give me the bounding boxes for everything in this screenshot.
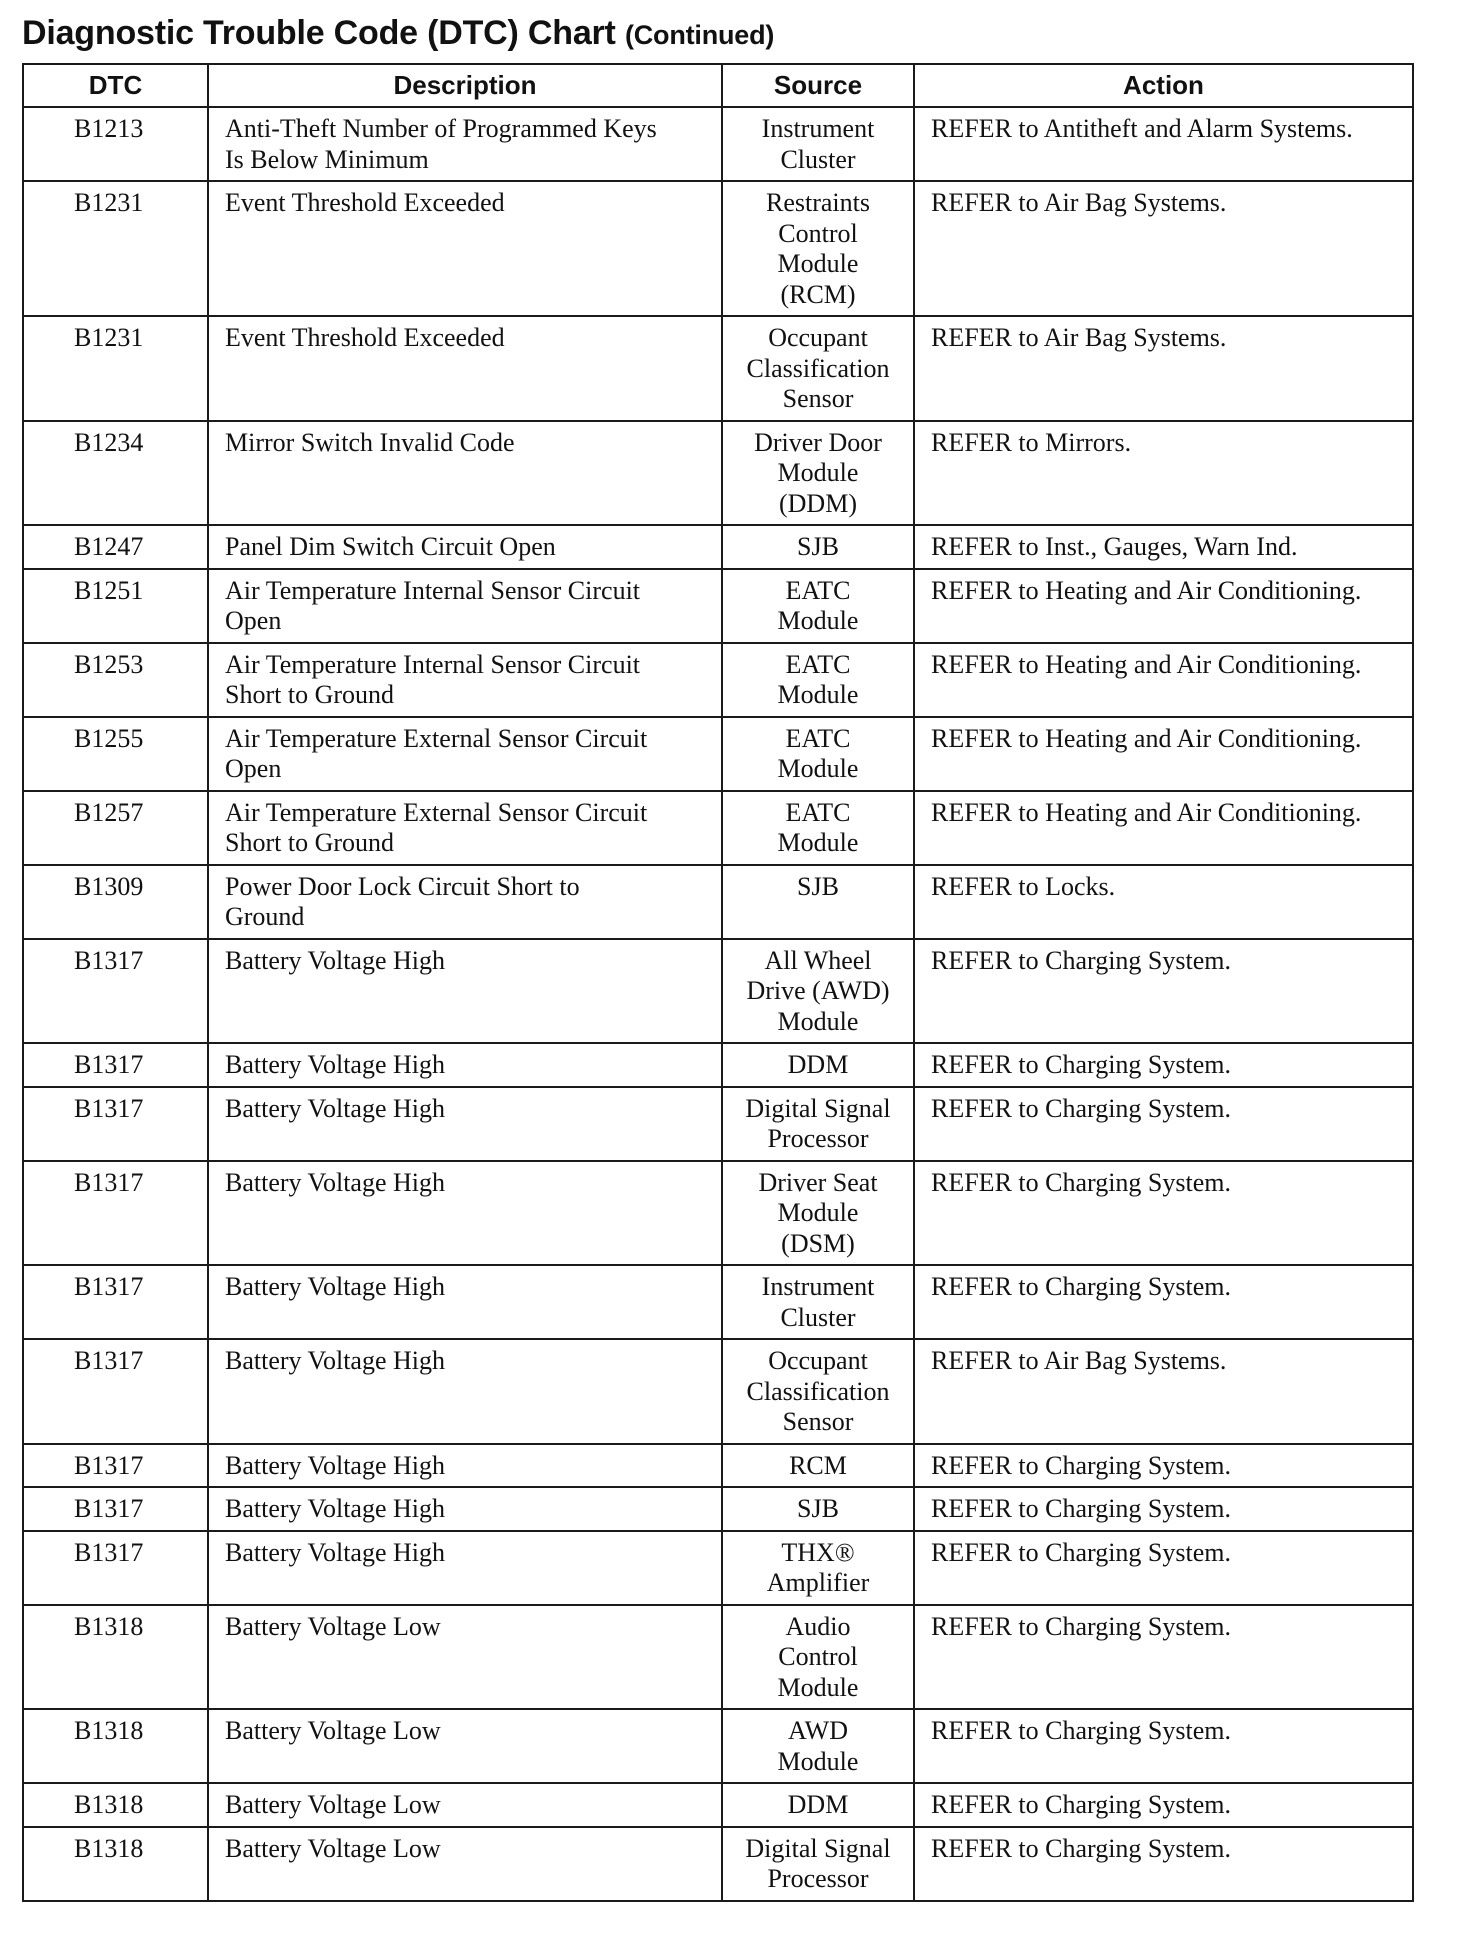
action-cell: REFER to Heating and Air Conditioning. [914, 569, 1413, 643]
description-cell: Panel Dim Switch Circuit Open [208, 525, 722, 569]
description-cell: Battery Voltage Low [208, 1827, 722, 1901]
action-cell: REFER to Charging System. [914, 1605, 1413, 1710]
table-row [23, 525, 1413, 569]
dtc-table [22, 63, 1414, 1902]
source-cell: Driver Door Module (DDM) [722, 421, 914, 526]
source-cell: Driver Seat Module (DSM) [722, 1161, 914, 1266]
source-cell: SJB [722, 525, 914, 569]
table-row [23, 939, 1413, 1044]
source-cell: DDM [722, 1043, 914, 1087]
action-cell: REFER to Mirrors. [914, 421, 1413, 526]
description-cell: Mirror Switch Invalid Code [208, 421, 722, 526]
description-cell: Battery Voltage High [208, 939, 722, 1044]
dtc-cell: B1318 [23, 1605, 208, 1710]
table-row [23, 1709, 1413, 1783]
action-cell: REFER to Charging System. [914, 1087, 1413, 1161]
dtc-cell: B1318 [23, 1783, 208, 1827]
dtc-cell: B1317 [23, 1531, 208, 1605]
description-cell: Battery Voltage Low [208, 1709, 722, 1783]
column-header-description: Description [208, 64, 722, 107]
source-cell: AWD Module [722, 1709, 914, 1783]
description-cell: Anti-Theft Number of Programmed Keys Is Below Minimum [208, 107, 722, 181]
table-row [23, 107, 1413, 181]
table-row [23, 1827, 1413, 1901]
table-row [23, 717, 1413, 791]
action-cell: REFER to Charging System. [914, 1827, 1413, 1901]
dtc-cell: B1251 [23, 569, 208, 643]
action-cell: REFER to Air Bag Systems. [914, 181, 1413, 316]
action-cell: REFER to Charging System. [914, 1783, 1413, 1827]
table-row [23, 1339, 1413, 1444]
description-cell: Battery Voltage High [208, 1265, 722, 1339]
action-cell: REFER to Charging System. [914, 1531, 1413, 1605]
action-cell: REFER to Inst., Gauges, Warn Ind. [914, 525, 1413, 569]
description-cell: Air Temperature Internal Sensor Circuit Open [208, 569, 722, 643]
table-row [23, 791, 1413, 865]
action-cell: REFER to Air Bag Systems. [914, 316, 1413, 421]
description-cell: Battery Voltage Low [208, 1605, 722, 1710]
description-cell: Battery Voltage High [208, 1043, 722, 1087]
dtc-cell: B1317 [23, 1444, 208, 1488]
source-cell: RCM [722, 1444, 914, 1488]
action-cell: REFER to Charging System. [914, 1161, 1413, 1266]
table-row [23, 865, 1413, 939]
source-cell: Restraints Control Module (RCM) [722, 181, 914, 316]
table-row [23, 181, 1413, 316]
source-cell: Instrument Cluster [722, 107, 914, 181]
action-cell: REFER to Heating and Air Conditioning. [914, 791, 1413, 865]
source-cell: EATC Module [722, 643, 914, 717]
description-cell: Battery Voltage High [208, 1161, 722, 1266]
description-cell: Battery Voltage High [208, 1444, 722, 1488]
dtc-cell: B1231 [23, 181, 208, 316]
table-row [23, 1487, 1413, 1531]
page-title-continued: (Continued) [624, 20, 775, 50]
source-cell: Audio Control Module [722, 1605, 914, 1710]
table-row [23, 1161, 1413, 1266]
source-cell: Occupant Classification Sensor [722, 316, 914, 421]
table-row [23, 421, 1413, 526]
dtc-cell: B1234 [23, 421, 208, 526]
source-cell: Instrument Cluster [722, 1265, 914, 1339]
dtc-cell: B1253 [23, 643, 208, 717]
action-cell: REFER to Charging System. [914, 1709, 1413, 1783]
page-title [22, 8, 774, 60]
dtc-cell: B1317 [23, 1487, 208, 1531]
description-cell: Power Door Lock Circuit Short to Ground [208, 865, 722, 939]
source-cell: Digital Signal Processor [722, 1087, 914, 1161]
action-cell: REFER to Charging System. [914, 1444, 1413, 1488]
description-cell: Battery Voltage Low [208, 1783, 722, 1827]
table-row [23, 1265, 1413, 1339]
column-header-source: Source [722, 64, 914, 107]
description-cell: Event Threshold Exceeded [208, 181, 722, 316]
dtc-cell: B1317 [23, 939, 208, 1044]
table-row [23, 1444, 1413, 1488]
column-header-action: Action [914, 64, 1413, 107]
dtc-cell: B1309 [23, 865, 208, 939]
dtc-cell: B1317 [23, 1339, 208, 1444]
column-header-dtc: DTC [23, 64, 208, 107]
source-cell: EATC Module [722, 791, 914, 865]
source-cell: THX® Amplifier [722, 1531, 914, 1605]
source-cell: EATC Module [722, 569, 914, 643]
table-row [23, 1087, 1413, 1161]
source-cell: SJB [722, 1487, 914, 1531]
dtc-cell: B1213 [23, 107, 208, 181]
table-row [23, 1783, 1413, 1827]
action-cell: REFER to Locks. [914, 865, 1413, 939]
table-row [23, 316, 1413, 421]
action-cell: REFER to Heating and Air Conditioning. [914, 717, 1413, 791]
description-cell: Event Threshold Exceeded [208, 316, 722, 421]
table-row [23, 1043, 1413, 1087]
dtc-cell: B1318 [23, 1827, 208, 1901]
dtc-cell: B1317 [23, 1087, 208, 1161]
action-cell: REFER to Charging System. [914, 1043, 1413, 1087]
action-cell: REFER to Heating and Air Conditioning. [914, 643, 1413, 717]
dtc-cell: B1257 [23, 791, 208, 865]
dtc-cell: B1318 [23, 1709, 208, 1783]
description-cell: Battery Voltage High [208, 1339, 722, 1444]
action-cell: REFER to Charging System. [914, 1265, 1413, 1339]
dtc-cell: B1247 [23, 525, 208, 569]
description-cell: Battery Voltage High [208, 1487, 722, 1531]
dtc-cell: B1255 [23, 717, 208, 791]
description-cell: Battery Voltage High [208, 1087, 722, 1161]
table-row [23, 643, 1413, 717]
dtc-cell: B1317 [23, 1161, 208, 1266]
description-cell: Battery Voltage High [208, 1531, 722, 1605]
action-cell: REFER to Charging System. [914, 939, 1413, 1044]
description-cell: Air Temperature External Sensor Circuit Short to Ground [208, 791, 722, 865]
table-row [23, 569, 1413, 643]
action-cell: REFER to Charging System. [914, 1487, 1413, 1531]
action-cell: REFER to Antitheft and Alarm Systems. [914, 107, 1413, 181]
source-cell: Occupant Classification Sensor [722, 1339, 914, 1444]
description-cell: Air Temperature Internal Sensor Circuit Short to Ground [208, 643, 722, 717]
action-cell: REFER to Air Bag Systems. [914, 1339, 1413, 1444]
source-cell: EATC Module [722, 717, 914, 791]
source-cell: All Wheel Drive (AWD) Module [722, 939, 914, 1044]
source-cell: SJB [722, 865, 914, 939]
dtc-cell: B1317 [23, 1265, 208, 1339]
dtc-cell: B1231 [23, 316, 208, 421]
table-row [23, 1605, 1413, 1710]
source-cell: DDM [722, 1783, 914, 1827]
page-title-main: Diagnostic Trouble Code (DTC) Chart [22, 14, 616, 52]
source-cell: Digital Signal Processor [722, 1827, 914, 1901]
dtc-cell: B1317 [23, 1043, 208, 1087]
description-cell: Air Temperature External Sensor Circuit Open [208, 717, 722, 791]
table-row [23, 1531, 1413, 1605]
table-header-row [23, 64, 1413, 107]
